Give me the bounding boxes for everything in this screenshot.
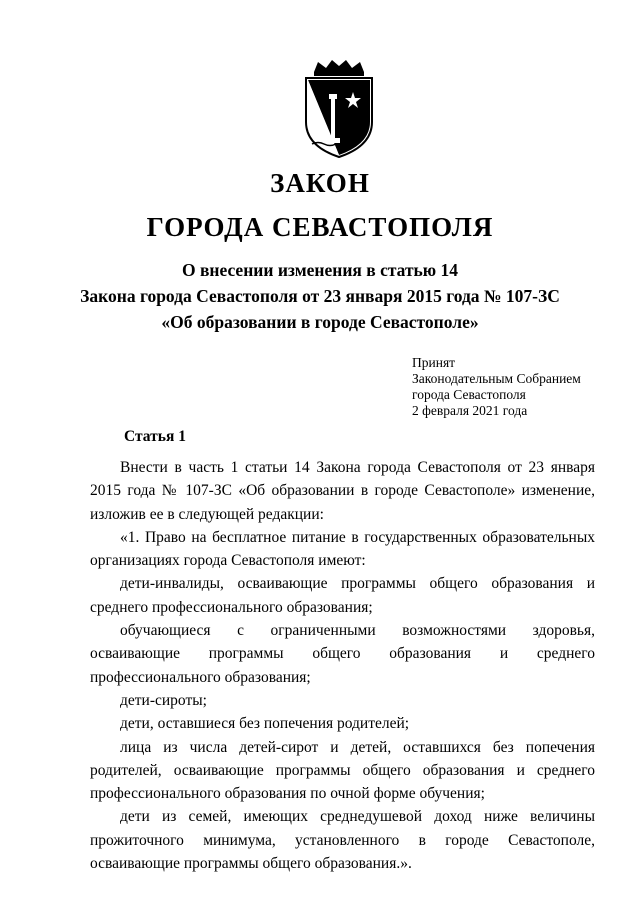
sevastopol-coat-of-arms-icon (296, 58, 382, 160)
article-body (90, 456, 595, 875)
paragraph: «1. Право на бесплатное питание в государственных образовательных организациях города Севастополя имеют: (90, 528, 595, 570)
subtitle-line-3: «Об образовании в городе Севастополе» (161, 312, 479, 332)
adoption-line: города Севастополя (412, 387, 526, 402)
paragraph: дети, оставшиеся без попечения родителей; (120, 715, 410, 733)
paragraph: дети из семей, имеющих среднедушевой доход ниже величины прожиточного минимума, установленного в городе Севастополе, осваивающие программы общего образования.». (90, 808, 595, 873)
document-title: ЗАКОН (270, 168, 370, 198)
adoption-line: Принят (412, 355, 456, 370)
paragraph: Внести в часть 1 статьи 14 Закона города Севастополя от 23 января 2015 года № 107-ЗС «Об образовании в городе Севастополе» изменение, изложив ее в следующей редакции: (90, 459, 595, 523)
adoption-date: 2 февраля 2021 года (412, 403, 528, 418)
paragraph: лица из числа детей-сирот и детей, оставшихся без попечения родителей, осваивающие программы общего образования и среднего профессионального образования по очной форме обучения; (90, 738, 595, 803)
subtitle-line-1: О внесении изменения в статью 14 (181, 260, 459, 280)
paragraph: обучающиеся с ограниченными возможностями здоровья, осваивающие программы общего образования и среднего профессионального образования; (90, 622, 595, 686)
paragraph: дети-инвалиды, осваивающие программы общего образования и среднего профессионального образования; (90, 575, 595, 616)
adoption-line: Законодательным Собранием (412, 371, 581, 386)
article-heading: Статья 1 (124, 428, 186, 445)
paragraph: дети-сироты; (120, 691, 207, 709)
subtitle-line-2: Закона города Севастополя от 23 января 2015 года № 107-ЗС (80, 286, 560, 306)
document-title-city: ГОРОДА СЕВАСТОПОЛЯ (146, 212, 494, 242)
adoption-block (412, 355, 581, 419)
